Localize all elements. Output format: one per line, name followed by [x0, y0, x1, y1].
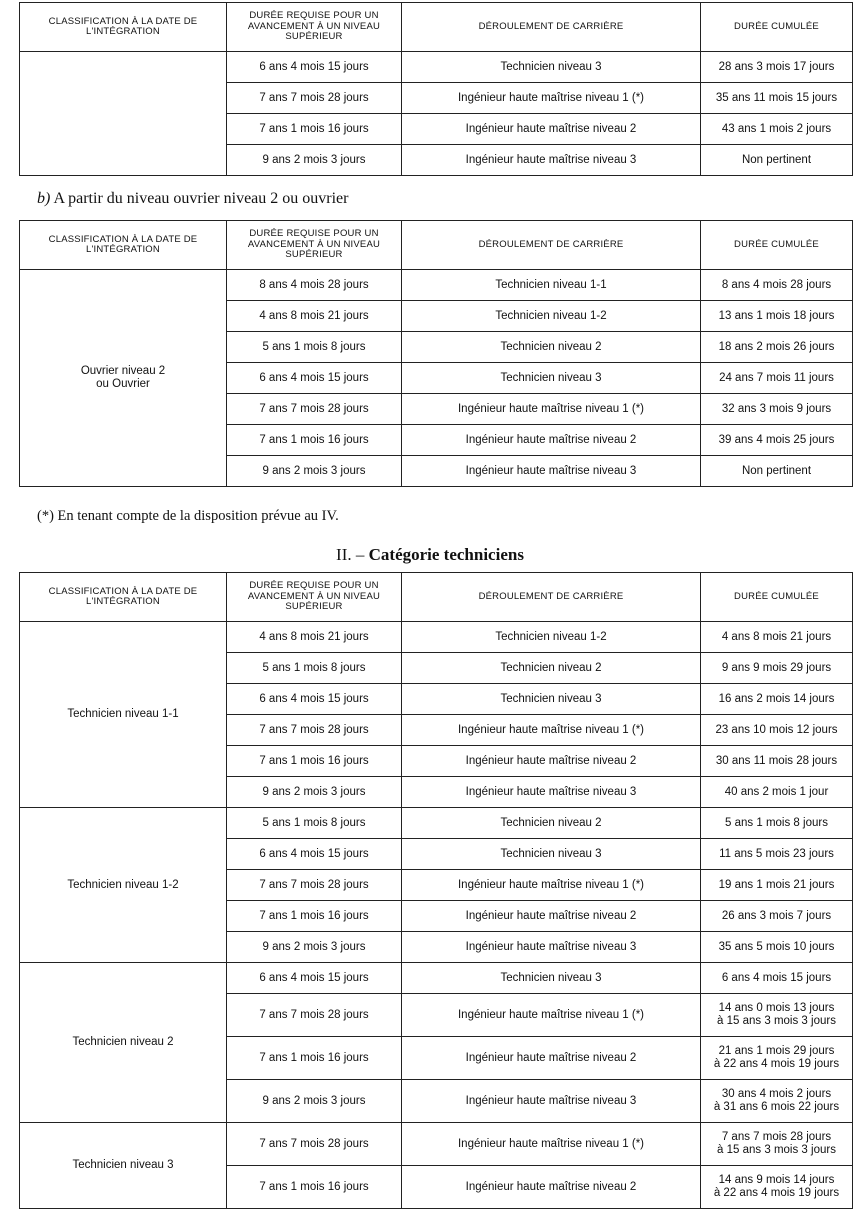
- cumul-cell: 6 ans 4 mois 15 jours: [701, 963, 853, 994]
- section-number: II. –: [336, 545, 369, 564]
- cumul-cell: 9 ans 9 mois 29 jours: [701, 653, 853, 684]
- carriere-cell: Ingénieur haute maîtrise niveau 3: [402, 777, 701, 808]
- table-header-row: [20, 573, 853, 622]
- cumul-cell: [701, 1037, 853, 1080]
- duree-cell: 9 ans 2 mois 3 jours: [227, 456, 402, 487]
- cumul-cell: 35 ans 11 mois 15 jours: [701, 83, 853, 114]
- cumul-cell: [701, 1166, 853, 1209]
- cumul-cell: 11 ans 5 mois 23 jours: [701, 839, 853, 870]
- group-label: Technicien niveau 1-2: [20, 808, 227, 963]
- cumul-cell: [701, 1123, 853, 1166]
- cumul-cell: 43 ans 1 mois 2 jours: [701, 114, 853, 145]
- carriere-cell: Technicien niveau 3: [402, 52, 701, 83]
- header-duree-requise: DURÉE REQUISE POUR UN AVANCEMENT À UN NIVEAU SUPÉRIEUR: [227, 221, 402, 270]
- duree-cell: 7 ans 7 mois 28 jours: [227, 715, 402, 746]
- carriere-cell: Ingénieur haute maîtrise niveau 1 (*): [402, 715, 701, 746]
- header-classification: CLASSIFICATION À LA DATE DE L'INTÉGRATION: [20, 3, 227, 52]
- career-table-continuation: [19, 2, 853, 176]
- carriere-cell: Ingénieur haute maîtrise niveau 3: [402, 456, 701, 487]
- cumul-cell: 18 ans 2 mois 26 jours: [701, 332, 853, 363]
- duree-cell: 7 ans 1 mois 16 jours: [227, 901, 402, 932]
- duree-cell: 7 ans 7 mois 28 jours: [227, 870, 402, 901]
- group-label: [20, 270, 227, 487]
- duree-cell: 6 ans 4 mois 15 jours: [227, 52, 402, 83]
- carriere-cell: Technicien niveau 1-2: [402, 301, 701, 332]
- cumul-cell: 28 ans 3 mois 17 jours: [701, 52, 853, 83]
- duree-cell: 7 ans 7 mois 28 jours: [227, 1123, 402, 1166]
- cumul-cell: [701, 1080, 853, 1123]
- cumul-cell: 30 ans 11 mois 28 jours: [701, 746, 853, 777]
- cumul-cell: 19 ans 1 mois 21 jours: [701, 870, 853, 901]
- caption-text: A partir du niveau ouvrier niveau 2 ou ouvrier: [50, 190, 349, 207]
- cumul-line: 14 ans 9 mois 14 jours: [718, 1174, 835, 1186]
- cumul-cell: Non pertinent: [701, 145, 853, 176]
- table-row: [20, 1123, 853, 1166]
- header-classification: CLASSIFICATION À LA DATE DE L'INTÉGRATION: [20, 573, 227, 622]
- cumul-cell: 32 ans 3 mois 9 jours: [701, 394, 853, 425]
- cumul-cell: [701, 994, 853, 1037]
- cumul-cell: 8 ans 4 mois 28 jours: [701, 270, 853, 301]
- carriere-cell: Technicien niveau 2: [402, 808, 701, 839]
- duree-cell: 7 ans 7 mois 28 jours: [227, 994, 402, 1037]
- carriere-cell: Ingénieur haute maîtrise niveau 2: [402, 1037, 701, 1080]
- carriere-cell: Ingénieur haute maîtrise niveau 2: [402, 1166, 701, 1209]
- cumul-cell: 5 ans 1 mois 8 jours: [701, 808, 853, 839]
- cumul-cell: Non pertinent: [701, 456, 853, 487]
- cumul-line: 14 ans 0 mois 13 jours: [718, 1002, 835, 1014]
- carriere-cell: Ingénieur haute maîtrise niveau 2: [402, 901, 701, 932]
- carriere-cell: Ingénieur haute maîtrise niveau 1 (*): [402, 83, 701, 114]
- cumul-cell: 24 ans 7 mois 11 jours: [701, 363, 853, 394]
- header-deroulement: DÉROULEMENT DE CARRIÈRE: [402, 3, 701, 52]
- footnote: (*) En tenant compte de la disposition prévue au IV.: [37, 508, 339, 524]
- cumul-line: à 15 ans 3 mois 3 jours: [717, 1015, 836, 1027]
- carriere-cell: Technicien niveau 3: [402, 363, 701, 394]
- group-label-line: ou Ouvrier: [96, 378, 150, 390]
- cumul-line: à 31 ans 6 mois 22 jours: [713, 1101, 840, 1113]
- carriere-cell: Ingénieur haute maîtrise niveau 3: [402, 145, 701, 176]
- cumul-cell: 40 ans 2 mois 1 jour: [701, 777, 853, 808]
- cumul-line: 30 ans 4 mois 2 jours: [721, 1088, 832, 1100]
- cumul-line: à 22 ans 4 mois 19 jours: [713, 1058, 840, 1070]
- cumul-line: 7 ans 7 mois 28 jours: [721, 1131, 832, 1143]
- duree-cell: 4 ans 8 mois 21 jours: [227, 622, 402, 653]
- header-duree-cumulee: DURÉE CUMULÉE: [701, 573, 853, 622]
- header-duree-requise: DURÉE REQUISE POUR UN AVANCEMENT À UN NIVEAU SUPÉRIEUR: [227, 3, 402, 52]
- duree-cell: 5 ans 1 mois 8 jours: [227, 808, 402, 839]
- table-row: [20, 52, 853, 83]
- duree-cell: 7 ans 1 mois 16 jours: [227, 425, 402, 456]
- group-label: Technicien niveau 3: [20, 1123, 227, 1209]
- cumul-cell: 13 ans 1 mois 18 jours: [701, 301, 853, 332]
- cumul-line: 21 ans 1 mois 29 jours: [718, 1045, 835, 1057]
- cumul-cell: 39 ans 4 mois 25 jours: [701, 425, 853, 456]
- duree-cell: 7 ans 1 mois 16 jours: [227, 1166, 402, 1209]
- header-classification: CLASSIFICATION À LA DATE DE L'INTÉGRATION: [20, 221, 227, 270]
- carriere-cell: Technicien niveau 2: [402, 653, 701, 684]
- carriere-cell: Ingénieur haute maîtrise niveau 2: [402, 114, 701, 145]
- carriere-cell: Technicien niveau 3: [402, 684, 701, 715]
- header-duree-requise: DURÉE REQUISE POUR UN AVANCEMENT À UN NIVEAU SUPÉRIEUR: [227, 573, 402, 622]
- header-deroulement: DÉROULEMENT DE CARRIÈRE: [402, 573, 701, 622]
- group-label: [20, 52, 227, 176]
- duree-cell: 9 ans 2 mois 3 jours: [227, 932, 402, 963]
- group-label-line: Ouvrier niveau 2: [80, 365, 166, 377]
- caption-prefix: b): [37, 190, 51, 207]
- duree-cell: 5 ans 1 mois 8 jours: [227, 653, 402, 684]
- group-label: Technicien niveau 2: [20, 963, 227, 1123]
- carriere-cell: Ingénieur haute maîtrise niveau 3: [402, 932, 701, 963]
- carriere-cell: Technicien niveau 3: [402, 963, 701, 994]
- duree-cell: 7 ans 7 mois 28 jours: [227, 83, 402, 114]
- carriere-cell: Technicien niveau 1-2: [402, 622, 701, 653]
- duree-cell: 9 ans 2 mois 3 jours: [227, 777, 402, 808]
- carriere-cell: Ingénieur haute maîtrise niveau 3: [402, 1080, 701, 1123]
- table-row: [20, 622, 853, 653]
- duree-cell: 6 ans 4 mois 15 jours: [227, 363, 402, 394]
- cumul-cell: 4 ans 8 mois 21 jours: [701, 622, 853, 653]
- duree-cell: 7 ans 1 mois 16 jours: [227, 114, 402, 145]
- table-header-row: [20, 3, 853, 52]
- carriere-cell: Technicien niveau 2: [402, 332, 701, 363]
- carriere-cell: Ingénieur haute maîtrise niveau 1 (*): [402, 870, 701, 901]
- duree-cell: 5 ans 1 mois 8 jours: [227, 332, 402, 363]
- group-label: Technicien niveau 1-1: [20, 622, 227, 808]
- table-header-row: [20, 221, 853, 270]
- table-row: [20, 808, 853, 839]
- duree-cell: 7 ans 1 mois 16 jours: [227, 1037, 402, 1080]
- carriere-cell: Ingénieur haute maîtrise niveau 1 (*): [402, 994, 701, 1037]
- cumul-cell: 26 ans 3 mois 7 jours: [701, 901, 853, 932]
- carriere-cell: Ingénieur haute maîtrise niveau 1 (*): [402, 394, 701, 425]
- duree-cell: 6 ans 4 mois 15 jours: [227, 963, 402, 994]
- section-title: [0, 545, 860, 565]
- table-row: [20, 270, 853, 301]
- duree-cell: 4 ans 8 mois 21 jours: [227, 301, 402, 332]
- cumul-cell: 35 ans 5 mois 10 jours: [701, 932, 853, 963]
- duree-cell: 7 ans 7 mois 28 jours: [227, 394, 402, 425]
- section-caption-b: [37, 190, 348, 208]
- duree-cell: 7 ans 1 mois 16 jours: [227, 746, 402, 777]
- header-duree-cumulee: DURÉE CUMULÉE: [701, 221, 853, 270]
- section-title-text: Catégorie techniciens: [368, 545, 524, 564]
- duree-cell: 8 ans 4 mois 28 jours: [227, 270, 402, 301]
- carriere-cell: Technicien niveau 3: [402, 839, 701, 870]
- cumul-cell: 16 ans 2 mois 14 jours: [701, 684, 853, 715]
- carriere-cell: Ingénieur haute maîtrise niveau 1 (*): [402, 1123, 701, 1166]
- carriere-cell: Ingénieur haute maîtrise niveau 2: [402, 425, 701, 456]
- duree-cell: 6 ans 4 mois 15 jours: [227, 684, 402, 715]
- cumul-cell: 23 ans 10 mois 12 jours: [701, 715, 853, 746]
- duree-cell: 9 ans 2 mois 3 jours: [227, 145, 402, 176]
- carriere-cell: Technicien niveau 1-1: [402, 270, 701, 301]
- cumul-line: à 22 ans 4 mois 19 jours: [713, 1187, 840, 1199]
- header-duree-cumulee: DURÉE CUMULÉE: [701, 3, 853, 52]
- career-table-techniciens: [19, 572, 853, 1209]
- carriere-cell: Ingénieur haute maîtrise niveau 2: [402, 746, 701, 777]
- cumul-line: à 15 ans 3 mois 3 jours: [717, 1144, 836, 1156]
- career-table-ouvrier: [19, 220, 853, 487]
- table-row: [20, 963, 853, 994]
- header-deroulement: DÉROULEMENT DE CARRIÈRE: [402, 221, 701, 270]
- duree-cell: 6 ans 4 mois 15 jours: [227, 839, 402, 870]
- duree-cell: 9 ans 2 mois 3 jours: [227, 1080, 402, 1123]
